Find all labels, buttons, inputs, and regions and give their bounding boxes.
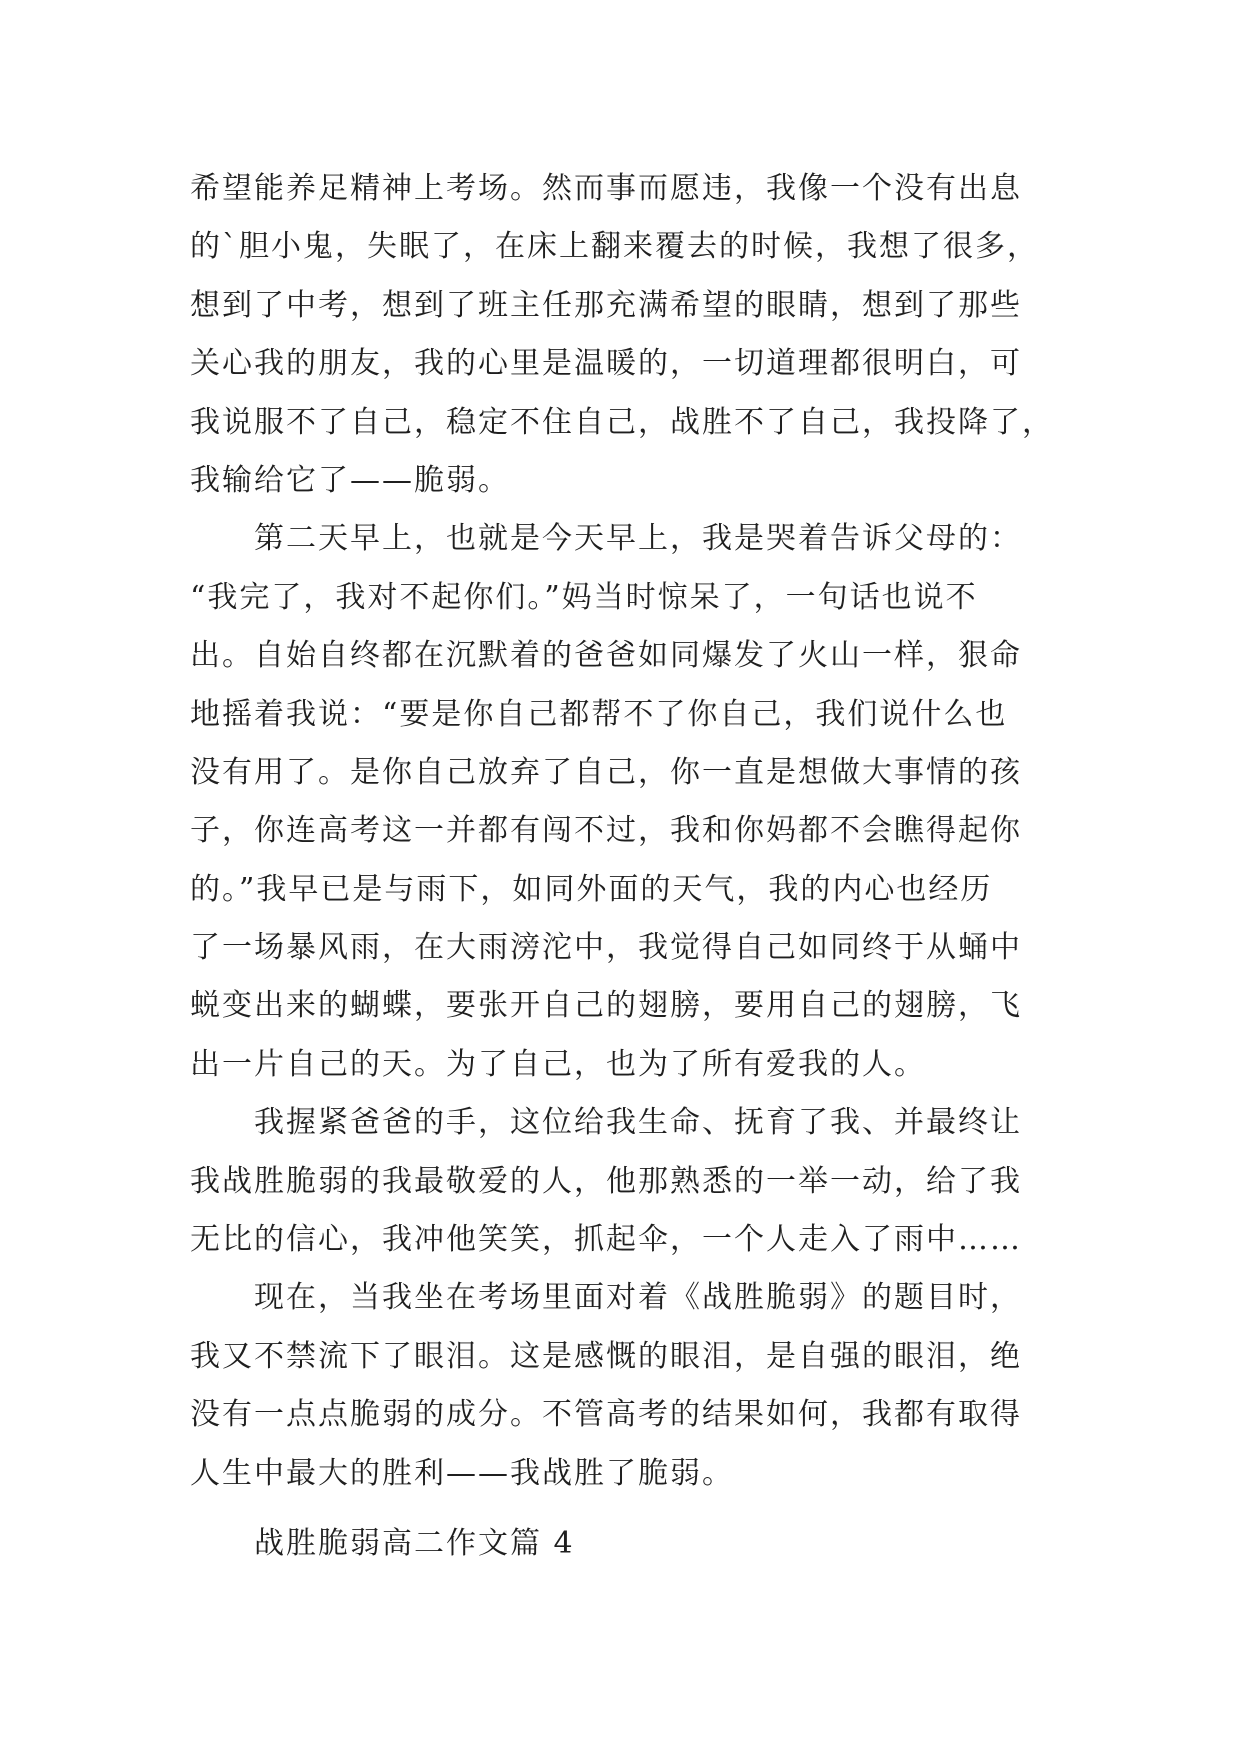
text-line: 我输给它了——脆弱。 — [190, 462, 510, 498]
text-line: 子，你连高考这一并都有闯不过，我和你妈都不会瞧得起你 — [190, 813, 1022, 849]
text-line: 出一片自己的天。为了自己，也为了所有爱我的人。 — [190, 1046, 926, 1082]
text-line: 了一场暴风雨，在大雨滂沱中，我觉得自己如同终于从蛹中 — [190, 930, 1022, 966]
text-line: 地摇着我说：“要是你自己都帮不了你自己，我们说什么也 — [190, 696, 1008, 732]
document-body — [190, 160, 1060, 1573]
text-line: 我说服不了自己，稳定不住自己，战胜不了自己，我投降了， — [190, 404, 1054, 440]
text-line: 没有用了。是你自己放弃了自己，你一直是想做大事情的孩 — [190, 754, 1022, 790]
text-line: 无比的信心，我冲他笑笑，抓起伞，一个人走入了雨中…… — [190, 1222, 1022, 1258]
paragraph-start-line: 现在，当我坐在考场里面对着《战胜脆弱》的题目时， — [254, 1280, 1022, 1316]
text-line: 的。”我早已是与雨下，如同外面的天气，我的内心也经历 — [190, 871, 993, 907]
text-line: 我战胜脆弱的我最敬爱的人，他那熟悉的一举一动，给了我 — [190, 1163, 1022, 1199]
text-line: 希望能养足精神上考场。然而事而愿违，我像一个没有出息 — [190, 171, 1022, 206]
text-line: 想到了中考，想到了班主任那充满希望的眼睛，想到了那些 — [190, 287, 1022, 323]
text-line: 我又不禁流下了眼泪。这是感慨的眼泪，是自强的眼泪，绝 — [190, 1338, 1022, 1374]
text-line: 人生中最大的胜利——我战胜了脆弱。 — [190, 1455, 734, 1491]
text-line: 出。自始自终都在沉默着的爸爸如同爆发了火山一样，狠命 — [190, 638, 1022, 674]
paragraph-start-line: 我握紧爸爸的手，这位给我生命、抚育了我、并最终让 — [254, 1105, 1022, 1141]
text-line: 蜕变出来的蝴蝶，要张开自己的翅膀，要用自己的翅膀，飞 — [190, 988, 1022, 1024]
paragraph-start-line: 第二天早上，也就是今天早上，我是哭着告诉父母的： — [254, 521, 1022, 557]
text-line: 关心我的朋友，我的心里是温暖的，一切道理都很明白，可 — [190, 346, 1022, 382]
text-line: “我完了，我对不起你们。”妈当时惊呆了，一句话也说不 — [190, 579, 978, 615]
section-heading: 战胜脆弱高二作文篇 4 — [254, 1525, 575, 1561]
text-line: 的`胆小鬼，失眠了，在床上翻来覆去的时候，我想了很多， — [190, 229, 1039, 265]
text-line: 没有一点点脆弱的成分。不管高考的结果如何，我都有取得 — [190, 1397, 1022, 1433]
